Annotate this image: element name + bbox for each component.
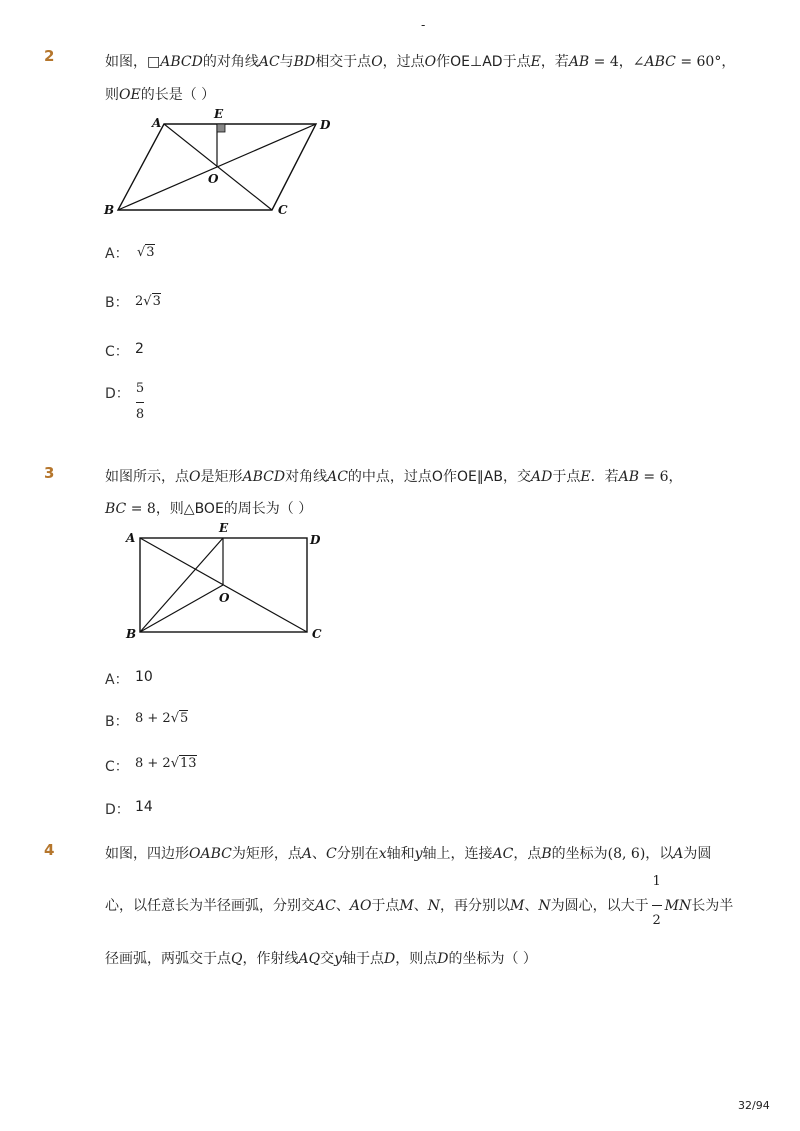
text-segment: 、 <box>413 898 428 914</box>
text-segment: Q <box>231 951 243 967</box>
text-segment: ，点 <box>513 846 542 862</box>
text-segment: 的中点，过点O作OE∥AB，交 <box>347 469 531 485</box>
text-segment: 的对角线 <box>202 54 259 70</box>
text-segment: 径画弧，两弧交于点 <box>105 951 231 967</box>
text-segment: 作OE⊥AD于点 <box>436 54 531 70</box>
q4-stem-line2-part1 <box>105 895 649 915</box>
text-segment: AC <box>258 54 280 70</box>
text-segment: 分别在 <box>336 846 379 862</box>
text-segment: E <box>580 469 591 485</box>
q3-option-c-value[interactable]: 8 + 2√13 <box>135 756 197 771</box>
text-segment: x <box>378 846 387 862</box>
q2-option-b-value[interactable]: 2√3 <box>135 294 161 309</box>
q3-option-b-label: B： <box>105 714 129 730</box>
text-segment: N <box>538 898 551 914</box>
text-segment: OABC <box>189 846 232 862</box>
text-segment: 于点 <box>371 898 400 914</box>
q4-stem-line1 <box>105 843 711 863</box>
q2-stem-line1 <box>105 51 735 71</box>
text-segment: O <box>371 54 383 70</box>
text-segment: □ <box>147 54 161 70</box>
text-segment: AQ <box>298 951 321 967</box>
top-mark: - <box>421 18 426 32</box>
text-segment: D <box>384 951 396 967</box>
right-angle-mark <box>217 124 225 132</box>
q2-option-d-label: D： <box>105 386 130 402</box>
text-segment: ，以 <box>645 846 674 862</box>
text-segment: A <box>301 846 312 862</box>
q2-option-c-value[interactable]: 2 <box>135 341 144 357</box>
text-segment: ABCD <box>242 469 286 485</box>
text-segment: AC <box>327 469 348 485</box>
text-segment: (8, 6) <box>607 846 646 862</box>
text-segment: 为矩形，点 <box>231 846 302 862</box>
text-segment: 长为半 <box>691 898 734 914</box>
text-segment: 、 <box>524 898 539 914</box>
label-o: O <box>219 591 230 605</box>
text-segment: N <box>427 898 441 914</box>
text-segment: 轴于点 <box>342 951 384 967</box>
text-segment: ABCD <box>160 54 203 70</box>
text-segment: ，若 <box>540 54 569 70</box>
text-segment: M <box>510 898 525 914</box>
text-segment: ABC <box>644 54 676 70</box>
text-segment: AO <box>349 898 372 914</box>
text-segment: ，则点 <box>395 951 438 967</box>
question-number-2: 2 <box>44 47 55 65</box>
q4-fraction-half: $\frac{1}{2}$ <box>652 874 661 928</box>
text-segment: ， <box>668 469 683 485</box>
q2-option-b-label: B： <box>105 295 129 311</box>
text-segment: 的长是（ ） <box>140 87 216 103</box>
q3-option-c-label: C： <box>105 759 129 775</box>
text-segment: 为圆心，以大于 <box>550 898 649 914</box>
q3-option-b-value[interactable]: 8 + 2√5 <box>135 711 189 726</box>
q4-stem-line3 <box>105 948 537 968</box>
text-segment: 、 <box>311 846 326 862</box>
text-segment: 为圆 <box>683 846 712 862</box>
q3-rectangle-figure <box>120 518 340 648</box>
text-segment: AC <box>315 898 336 914</box>
question-number-4: 4 <box>44 841 55 859</box>
label-b: B <box>104 203 115 217</box>
label-e: E <box>219 521 229 535</box>
q3-option-a-value[interactable]: 10 <box>135 669 153 685</box>
text-segment: 的坐标为 <box>551 846 608 862</box>
text-segment: MN <box>664 898 692 914</box>
text-segment: = 8 <box>126 501 156 517</box>
text-segment: 于点 <box>552 469 581 485</box>
text-segment: BD <box>293 54 316 70</box>
text-segment: O <box>424 54 437 70</box>
text-segment: O <box>189 469 201 485</box>
text-segment: 如图，四边形 <box>105 846 189 862</box>
text-segment: AB <box>568 54 590 70</box>
text-segment: 是矩形 <box>200 469 243 485</box>
text-segment: 心，以任意长为半径画弧，分别交 <box>105 898 315 914</box>
question-number-3: 3 <box>44 464 55 482</box>
text-segment: 、 <box>335 898 350 914</box>
text-segment: = 60° <box>675 54 722 70</box>
text-segment: BC <box>105 501 127 517</box>
page-number: 32/94 <box>738 1099 770 1112</box>
q3-option-a-label: A： <box>105 672 129 688</box>
text-segment: 轴上，连接 <box>422 846 493 862</box>
text-segment: ，再分别以 <box>440 898 511 914</box>
label-c: C <box>312 627 322 641</box>
text-segment: B <box>541 846 552 862</box>
text-segment: A <box>673 846 684 862</box>
label-a: A <box>152 116 162 130</box>
text-segment: 轴和 <box>386 846 415 862</box>
label-c: C <box>278 203 288 217</box>
text-segment: AD <box>531 469 553 485</box>
text-segment: ，过点 <box>382 54 425 70</box>
q2-option-a-label: A： <box>105 246 129 262</box>
segment-be <box>140 538 223 632</box>
text-segment: ∠ <box>632 54 645 70</box>
q2-option-a-value[interactable]: √3 <box>137 245 155 260</box>
segment-bo <box>140 585 223 632</box>
q2-stem-line2 <box>105 84 215 104</box>
q3-option-d-label: D： <box>105 802 130 818</box>
q2-option-c-label: C： <box>105 344 129 360</box>
text-segment: ， <box>721 54 736 70</box>
text-segment: = 6 <box>638 469 669 485</box>
text-segment: ，作射线 <box>242 951 299 967</box>
text-segment: ．若 <box>590 469 619 485</box>
text-segment: AB <box>618 469 639 485</box>
text-segment: 则 <box>105 87 119 103</box>
text-segment: 的坐标为（ ） <box>448 951 537 967</box>
text-segment: D <box>437 951 449 967</box>
text-segment: y <box>334 951 342 967</box>
q4-stem-line2-part2 <box>665 895 734 915</box>
label-a: A <box>126 531 136 545</box>
q3-option-d-value[interactable]: 14 <box>135 799 153 815</box>
text-segment: ，则△BOE的周长为（ ） <box>155 501 313 517</box>
q2-option-d-value[interactable]: 5 8 <box>135 381 145 422</box>
text-segment: E <box>530 54 541 70</box>
text-segment: 交 <box>320 951 335 967</box>
q3-stem-line2 <box>105 498 312 518</box>
text-segment: 如图， <box>105 54 147 70</box>
q2-parallelogram-figure <box>100 104 340 219</box>
text-segment: ， <box>618 54 633 70</box>
q4-stem-line2 <box>105 874 734 928</box>
label-d: D <box>310 533 321 547</box>
text-segment: OE <box>119 87 141 103</box>
text-segment: 对角线 <box>285 469 328 485</box>
text-segment: 与 <box>279 54 294 70</box>
q3-stem-line1 <box>105 466 683 486</box>
text-segment: M <box>399 898 414 914</box>
label-o: O <box>208 172 219 186</box>
text-segment: C <box>325 846 337 862</box>
text-segment: y <box>414 846 423 862</box>
label-b: B <box>126 627 137 641</box>
text-segment: 相交于点 <box>315 54 372 70</box>
label-e: E <box>214 107 224 121</box>
text-segment: = 4 <box>589 54 619 70</box>
label-d: D <box>320 118 331 132</box>
text-segment: AC <box>492 846 514 862</box>
text-segment: 如图所示，点 <box>105 469 189 485</box>
